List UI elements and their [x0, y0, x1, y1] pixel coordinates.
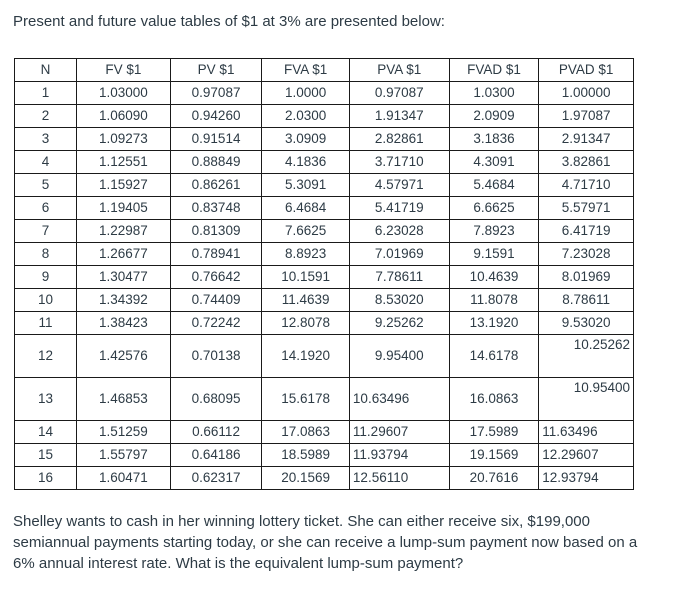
value-cell: 11.8078: [449, 289, 539, 312]
value-cell: 9.95400: [349, 335, 449, 378]
value-cell: 0.83748: [170, 197, 262, 220]
value-cell: 0.72242: [170, 312, 262, 335]
value-cell: 0.88849: [170, 151, 262, 174]
value-cell: 5.4684: [449, 174, 539, 197]
value-cell: 14.6178: [449, 335, 539, 378]
value-cell: 0.91514: [170, 128, 262, 151]
value-cell: 14.1920: [262, 335, 350, 378]
table-row: [15, 335, 634, 378]
value-cell: 12.56110: [349, 467, 449, 490]
table-row: [15, 312, 634, 335]
table-row: [15, 197, 634, 220]
table-row: [15, 444, 634, 467]
table-row: [15, 105, 634, 128]
period-cell: 11: [15, 312, 77, 335]
value-cell: 13.1920: [449, 312, 539, 335]
column-header: FVA $1: [262, 59, 350, 82]
intro-text: Present and future value tables of $1 at 3% are presented below:: [13, 13, 445, 30]
value-cell: 10.1591: [262, 266, 350, 289]
value-cell: 7.8923: [449, 220, 539, 243]
value-cell: 11.63496: [539, 421, 634, 444]
table-row: [15, 82, 634, 105]
column-header: PVAD $1: [539, 59, 634, 82]
column-header: PVA $1: [349, 59, 449, 82]
value-cell: 11.4639: [262, 289, 350, 312]
value-cell: 3.1836: [449, 128, 539, 151]
value-cell: 1.19405: [77, 197, 171, 220]
table-row: [15, 128, 634, 151]
present-future-value-table: [14, 58, 634, 490]
value-cell: 20.1569: [262, 467, 350, 490]
value-cell: 9.25262: [349, 312, 449, 335]
value-cell: 0.97087: [349, 82, 449, 105]
value-cell: 1.06090: [77, 105, 171, 128]
value-cell: 1.91347: [349, 105, 449, 128]
period-cell: 1: [15, 82, 77, 105]
period-cell: 3: [15, 128, 77, 151]
period-cell: 7: [15, 220, 77, 243]
table-row: [15, 220, 634, 243]
value-cell: 1.09273: [77, 128, 171, 151]
value-cell: 1.12551: [77, 151, 171, 174]
period-cell: 9: [15, 266, 77, 289]
period-cell: 8: [15, 243, 77, 266]
value-cell: 5.57971: [539, 197, 634, 220]
period-cell: 14: [15, 421, 77, 444]
table-row: [15, 378, 634, 421]
value-cell: 6.41719: [539, 220, 634, 243]
column-header: FV $1: [77, 59, 171, 82]
value-cell: 2.0909: [449, 105, 539, 128]
period-cell: 6: [15, 197, 77, 220]
value-cell: 3.71710: [349, 151, 449, 174]
table-header-row: [15, 59, 634, 82]
table-row: [15, 243, 634, 266]
value-cell: 5.3091: [262, 174, 350, 197]
value-cell: 8.01969: [539, 266, 634, 289]
value-cell: 1.34392: [77, 289, 171, 312]
period-cell: 2: [15, 105, 77, 128]
value-cell: 8.8923: [262, 243, 350, 266]
column-header: PV $1: [170, 59, 262, 82]
period-cell: 13: [15, 378, 77, 421]
value-cell: 1.03000: [77, 82, 171, 105]
value-cell: 10.95400: [539, 378, 634, 421]
period-cell: 4: [15, 151, 77, 174]
value-cell: 0.97087: [170, 82, 262, 105]
value-cell: 1.51259: [77, 421, 171, 444]
value-cell: 4.1836: [262, 151, 350, 174]
value-cell: 6.6625: [449, 197, 539, 220]
value-cell: 9.53020: [539, 312, 634, 335]
value-cell: 10.25262: [539, 335, 634, 378]
period-cell: 15: [15, 444, 77, 467]
value-cell: 8.53020: [349, 289, 449, 312]
table-body: [15, 82, 634, 490]
value-cell: 6.4684: [262, 197, 350, 220]
value-cell: 2.0300: [262, 105, 350, 128]
value-cell: 9.1591: [449, 243, 539, 266]
value-cell: 17.0863: [262, 421, 350, 444]
period-cell: 5: [15, 174, 77, 197]
value-cell: 0.74409: [170, 289, 262, 312]
value-cell: 1.15927: [77, 174, 171, 197]
value-cell: 1.0000: [262, 82, 350, 105]
value-cell: 16.0863: [449, 378, 539, 421]
value-cell: 0.81309: [170, 220, 262, 243]
table-row: [15, 174, 634, 197]
value-cell: 0.70138: [170, 335, 262, 378]
value-cell: 0.62317: [170, 467, 262, 490]
value-cell: 20.7616: [449, 467, 539, 490]
value-cell: 12.29607: [539, 444, 634, 467]
value-cell: 10.4639: [449, 266, 539, 289]
value-cell: 1.42576: [77, 335, 171, 378]
value-cell: 1.97087: [539, 105, 634, 128]
column-header: FVAD $1: [449, 59, 539, 82]
value-cell: 7.6625: [262, 220, 350, 243]
value-cell: 10.63496: [349, 378, 449, 421]
value-cell: 8.78611: [539, 289, 634, 312]
value-cell: 2.82861: [349, 128, 449, 151]
value-cell: 12.93794: [539, 467, 634, 490]
value-cell: 0.64186: [170, 444, 262, 467]
value-cell: 0.86261: [170, 174, 262, 197]
value-cell: 2.91347: [539, 128, 634, 151]
value-cell: 15.6178: [262, 378, 350, 421]
value-cell: 1.55797: [77, 444, 171, 467]
table-row: [15, 467, 634, 490]
value-cell: 11.93794: [349, 444, 449, 467]
value-cell: 1.38423: [77, 312, 171, 335]
table-row: [15, 266, 634, 289]
period-cell: 12: [15, 335, 77, 378]
value-cell: 11.29607: [349, 421, 449, 444]
table-row: [15, 151, 634, 174]
question-text: Shelley wants to cash in her winning lottery ticket. She can either receive six, $199,000 semiannual payments starting today, or she can receive a lump-sum payment now based on a 6% annual interest rate. What is the equivalent lump-sum payment?: [13, 513, 638, 572]
period-cell: 16: [15, 467, 77, 490]
value-cell: 1.46853: [77, 378, 171, 421]
value-cell: 1.00000: [539, 82, 634, 105]
value-cell: 1.26677: [77, 243, 171, 266]
value-cell: 12.8078: [262, 312, 350, 335]
value-cell: 1.30477: [77, 266, 171, 289]
value-cell: 4.3091: [449, 151, 539, 174]
value-cell: 0.78941: [170, 243, 262, 266]
value-cell: 3.82861: [539, 151, 634, 174]
value-cell: 1.22987: [77, 220, 171, 243]
period-cell: 10: [15, 289, 77, 312]
value-cell: 1.0300: [449, 82, 539, 105]
value-cell: 5.41719: [349, 197, 449, 220]
value-cell: 7.01969: [349, 243, 449, 266]
column-header: N: [15, 59, 77, 82]
value-cell: 0.94260: [170, 105, 262, 128]
value-cell: 4.57971: [349, 174, 449, 197]
value-cell: 0.68095: [170, 378, 262, 421]
value-cell: 19.1569: [449, 444, 539, 467]
value-cell: 1.60471: [77, 467, 171, 490]
value-cell: 7.23028: [539, 243, 634, 266]
value-cell: 18.5989: [262, 444, 350, 467]
value-cell: 7.78611: [349, 266, 449, 289]
value-cell: 0.66112: [170, 421, 262, 444]
value-cell: 4.71710: [539, 174, 634, 197]
table-row: [15, 421, 634, 444]
table-row: [15, 289, 634, 312]
value-cell: 0.76642: [170, 266, 262, 289]
value-cell: 17.5989: [449, 421, 539, 444]
value-cell: 3.0909: [262, 128, 350, 151]
value-cell: 6.23028: [349, 220, 449, 243]
